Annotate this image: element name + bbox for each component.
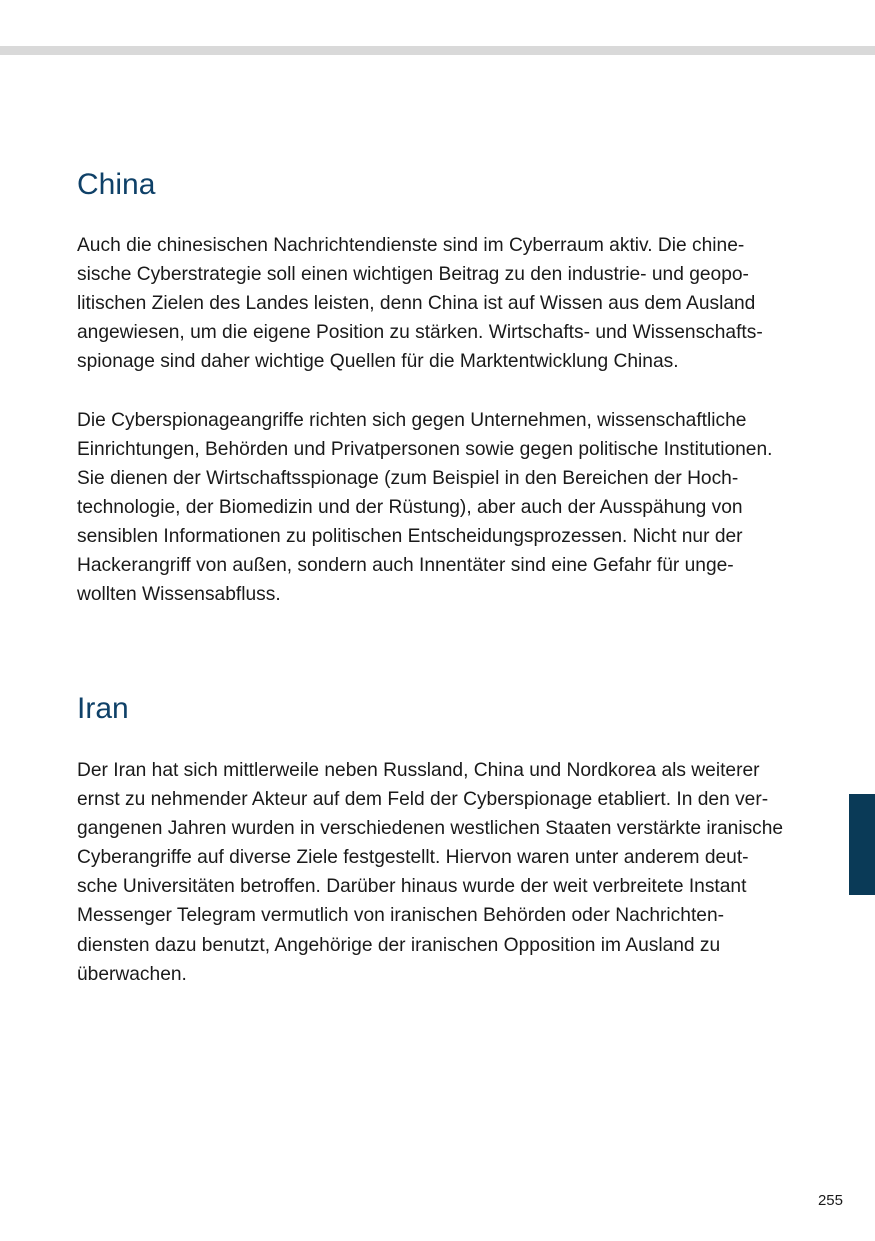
section-heading-iran: Iran	[77, 692, 129, 725]
text-line: sische Cyberstrategie soll einen wichtigen Beitrag zu den industrie- und geopo-	[77, 264, 749, 286]
paragraph	[77, 231, 799, 376]
text-line: litischen Zielen des Landes leisten, denn China ist auf Wissen aus dem Ausland	[77, 293, 756, 315]
section-body-iran	[77, 756, 799, 989]
text-line: Auch die chinesischen Nachrichtendienste sind im Cyberraum aktiv. Die chine-	[77, 235, 745, 256]
text-line: Cyberangriffe auf diverse Ziele festgestellt. Hiervon waren unter anderem deut-	[77, 847, 749, 869]
text-line: angewiesen, um die eigene Position zu stärken. Wirtschafts- und Wissenschafts-	[77, 322, 763, 344]
chapter-tab-marker	[849, 794, 875, 895]
text-line: Sie dienen der Wirtschaftsspionage (zum Beispiel in den Bereichen der Hoch-	[77, 467, 739, 489]
text-line: Der Iran hat sich mittlerweile neben Russland, China und Nordkorea als weiterer	[77, 760, 760, 781]
section-heading-china: China	[77, 168, 156, 201]
text-line: technologie, der Biomedizin und der Rüstung), aber auch der Ausspähung von	[77, 496, 743, 518]
paragraph	[77, 406, 799, 610]
text-line: Hackerangriff von außen, sondern auch Innentäter sind eine Gefahr für unge-	[77, 555, 734, 577]
section-body-china	[77, 231, 799, 609]
text-line: sensiblen Informationen zu politischen Entscheidungsprozessen. Nicht nur der	[77, 525, 743, 547]
text-line: spionage sind daher wichtige Quellen für die Marktentwicklung Chinas.	[77, 351, 679, 373]
text-line: ernst zu nehmender Akteur auf dem Feld der Cyberspionage etabliert. In den ver-	[77, 789, 769, 811]
paragraph	[77, 756, 799, 989]
page-number: 255	[817, 1192, 843, 1209]
text-line: wollten Wissensabfluss.	[77, 584, 281, 606]
text-line: diensten dazu benutzt, Angehörige der iranischen Opposition im Ausland zu	[77, 934, 721, 956]
text-line: gangenen Jahren wurden in verschiedenen westlichen Staaten verstärkte iranische	[77, 818, 784, 840]
top-rule	[0, 46, 875, 55]
text-line: Die Cyberspionageangriffe richten sich gegen Unternehmen, wissenschaftliche	[77, 409, 747, 431]
text-line: Messenger Telegram vermutlich von iranischen Behörden oder Nachrichten-	[77, 905, 725, 927]
text-line: Einrichtungen, Behörden und Privatpersonen sowie gegen politische Institutionen.	[77, 438, 773, 460]
text-line: sche Universitäten betroffen. Darüber hinaus wurde der weit verbreitete Instant	[77, 876, 747, 898]
text-line: überwachen.	[77, 963, 187, 985]
